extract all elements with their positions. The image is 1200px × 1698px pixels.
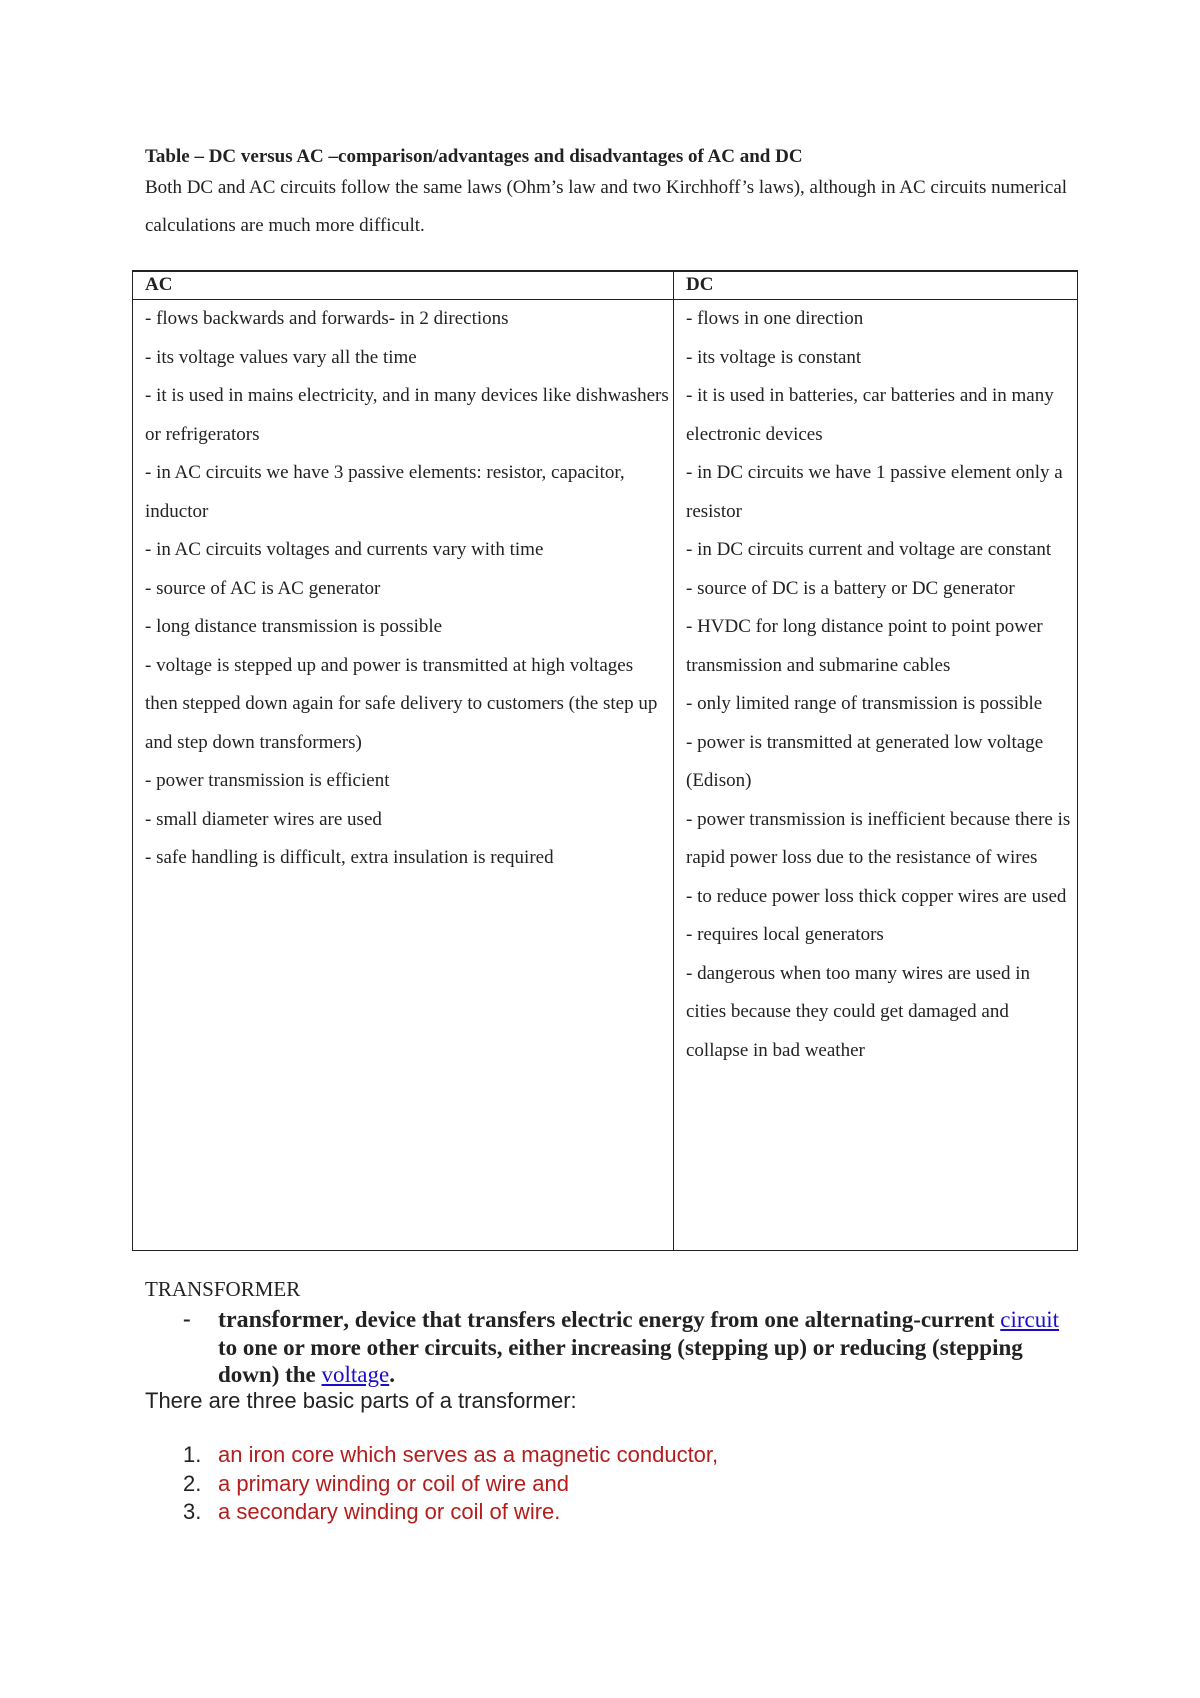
dc-item: - in DC circuits we have 1 passive element only a resistor xyxy=(686,462,1063,522)
header-dc: DC xyxy=(674,271,1078,300)
ac-item: - power transmission is efficient xyxy=(145,770,390,791)
list-text: an iron core which serves as a magnetic conductor, xyxy=(218,1442,719,1467)
voltage-link[interactable]: voltage xyxy=(321,1362,390,1387)
list-text: a secondary winding or coil of wire. xyxy=(218,1499,561,1524)
list-number: 3. xyxy=(183,1499,202,1524)
parts-intro: There are three basic parts of a transformer: xyxy=(145,1388,577,1413)
transformer-heading: TRANSFORMER xyxy=(145,1277,301,1301)
ac-item: - it is used in mains electricity, and in many devices like dishwashers or refrigerators xyxy=(145,385,669,445)
table-header-row xyxy=(133,271,1078,300)
transformer-term: transformer xyxy=(218,1307,344,1333)
ac-cell xyxy=(133,300,674,1251)
header-ac: AC xyxy=(133,271,674,300)
dc-item: - it is used in batteries, car batteries and in many electronic devices xyxy=(686,385,1054,445)
ac-item: - safe handling is difficult, extra insulation is required xyxy=(145,847,554,868)
dc-item: - HVDC for long distance point to point power transmission and submarine cables xyxy=(686,616,1043,676)
dc-item: - in DC circuits current and voltage are constant xyxy=(686,539,1052,560)
ac-item: - flows backwards and forwards- in 2 directions xyxy=(145,308,509,329)
parts-list xyxy=(145,1441,718,1527)
dc-item: - to reduce power loss thick copper wires are used xyxy=(686,885,1067,907)
ac-item: - in AC circuits voltages and currents vary with time xyxy=(145,539,544,560)
dc-item: - flows in one direction xyxy=(686,308,864,329)
list-text: a primary winding or coil of wire and xyxy=(218,1470,569,1496)
definition-text: , device that transfers electric energy from one alternating-current xyxy=(343,1307,1001,1332)
dc-item: - power transmission is inefficient because there is rapid power loss due to the resistance of wires xyxy=(686,808,1071,868)
dc-cell xyxy=(674,300,1078,1251)
dc-item: - requires local generators xyxy=(686,924,884,945)
dc-item: - source of DC is a battery or DC generator xyxy=(686,577,1015,599)
bullet-dash: - xyxy=(183,1306,191,1331)
list-number: 2. xyxy=(183,1470,202,1496)
ac-item: - small diameter wires are used xyxy=(145,808,382,830)
intro-paragraph: Both DC and AC circuits follow the same laws (Ohm’s law and two Kirchhoff’s laws), although in AC circuits numerical calculations are much more difficult. xyxy=(145,177,1068,236)
dc-item: - only limited range of transmission is possible xyxy=(686,693,1043,714)
dc-item: - power is transmitted at generated low voltage (Edison) xyxy=(686,731,1044,791)
ac-item: - voltage is stepped up and power is transmitted at high voltages then stepped down again for safe delivery to customers (the step up and step down transformers) xyxy=(145,654,658,753)
definition-end: . xyxy=(389,1362,395,1387)
list-item xyxy=(145,1498,718,1527)
definition-text: to one or more other circuits, either increasing (stepping up) or reducing (stepping down) the xyxy=(218,1335,1023,1387)
transformer-definition xyxy=(218,1306,1078,1388)
list-number: 1. xyxy=(183,1442,202,1467)
dc-item: - dangerous when too many wires are used in cities because they could get damaged and collapse in bad weather xyxy=(686,962,1031,1061)
circuit-link[interactable]: circuit xyxy=(1000,1307,1060,1332)
page-title: Table – DC versus AC –comparison/advantages and disadvantages of AC and DC xyxy=(145,146,803,167)
ac-item: - its voltage values vary all the time xyxy=(145,346,417,368)
table-row xyxy=(133,300,1078,1251)
comparison-table xyxy=(132,270,1078,1251)
ac-item: - long distance transmission is possible xyxy=(145,616,443,637)
list-item xyxy=(145,1441,718,1470)
dc-item: - its voltage is constant xyxy=(686,346,862,368)
ac-item: - in AC circuits we have 3 passive elements: resistor, capacitor, inductor xyxy=(145,462,625,522)
ac-item: - source of AC is AC generator xyxy=(145,577,381,599)
list-item xyxy=(145,1470,718,1499)
